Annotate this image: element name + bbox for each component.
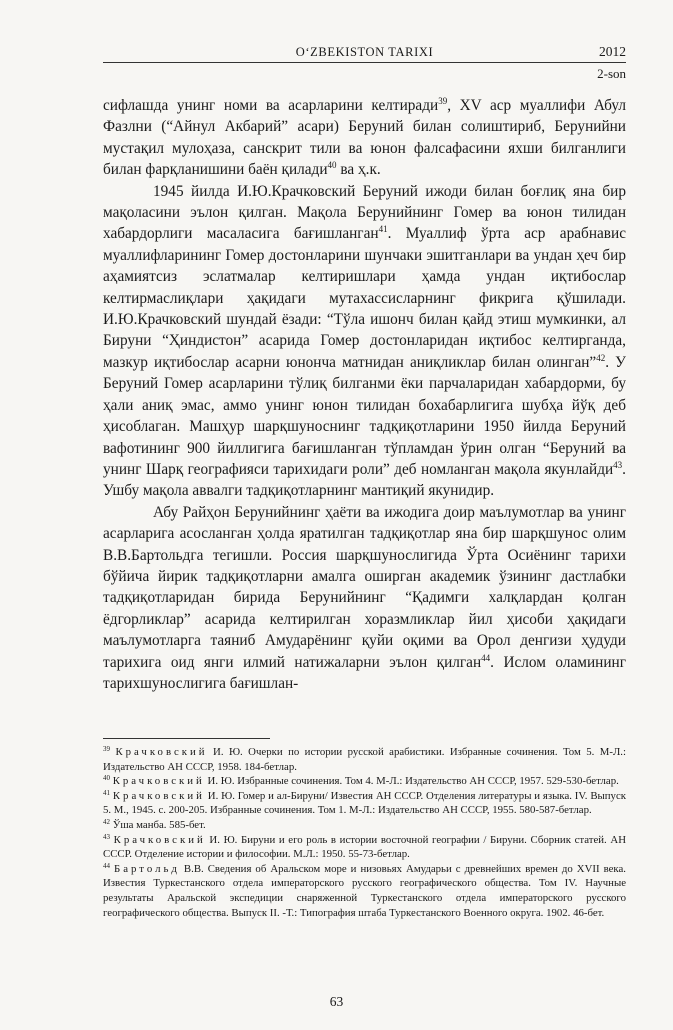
body-paragraph xyxy=(103,502,626,695)
paragraph-text: . У Беруний Гомер асарларини тўлиқ билганми ёки парчаларидан хабардорми, бу ҳали аниқ эмас, аммо унинг юнон тилидан бохабарлигига шубҳа йўқ деб ҳисоблаган. Машҳур шарқшуноснинг тадқиқотларини 1950 йилда Беруний вафотининг 900 йиллигига бағишланган тўпламдан ўрин олган “Беруний ва унинг Шарқ географияси тарихидаги роли” деб номланган мақола якунлайди xyxy=(103,353,626,478)
body-paragraph xyxy=(103,95,626,181)
footnote-author: Бартольд xyxy=(114,862,180,875)
footnote-number: 40 xyxy=(103,774,110,783)
paragraph-text: . Ислом оламининг тарихшунослигига бағишлан- xyxy=(103,653,626,692)
paragraph-text: , XV аср муаллифи Абул Фазлни (“Айнул Акбарий” асари) Беруний билан солиштириб, Берунийни мустақил мулоҳаза, санскрит тили ва юнон фалсафасини яхши билганлиги билан фарқланишини баён қилади xyxy=(103,97,626,179)
footnote-item xyxy=(103,745,626,774)
footnote-reference[interactable]: 41 xyxy=(378,224,388,235)
journal-title: O‘ZBEKISTON TARIXI xyxy=(295,45,434,59)
footnote-reference[interactable]: 40 xyxy=(327,160,337,171)
paragraph-text: ва ҳ.к. xyxy=(336,161,381,179)
footnote-item xyxy=(103,789,626,818)
paragraph-text: сифлашда унинг номи ва асарларини келтиради xyxy=(103,97,439,114)
footnote-reference[interactable]: 43 xyxy=(613,459,623,470)
footnote-text: В.В. Сведения об Аральском море и низовьях Амударьи с древнейших времен до XVII века. Известия Туркестанского отдела императорского русского географического общества. Том IV. Научные результаты Аральской экспедиции снаряженной Туркестанского отдела императорского русского географического общества. Выпуск II. -Т.: Типография штаба Туркестанского Военного округа. 1902. 46-бет. xyxy=(103,862,626,919)
footnote-item xyxy=(103,774,626,789)
footnote-author: Крачковский xyxy=(113,833,206,846)
footnote-text: И. Ю. Избранные сочинения. Том 4. М-Л.: Издательство АН СССР, 1957. 529-530-бетлар. xyxy=(204,775,619,788)
footnote-number: 42 xyxy=(103,817,110,826)
footnote-reference[interactable]: 39 xyxy=(438,96,448,106)
footnote-item xyxy=(103,833,626,862)
footnote-reference[interactable]: 42 xyxy=(596,352,606,363)
article-body xyxy=(103,95,626,694)
footnote-item xyxy=(103,818,626,833)
body-paragraph xyxy=(103,181,626,502)
page-number: 63 xyxy=(329,994,344,1009)
footnote-number: 39 xyxy=(103,745,110,753)
journal-issue: 2-son xyxy=(597,66,626,81)
paragraph-text: 1945 йилда И.Ю.Крачковский Беруний ижоди билан боғлиқ яна бир мақоласини эълон қилган. Мақола Берунийнинг Гомер ва юнон тилидан хабардорлиги масаласига бағишланган xyxy=(103,182,626,243)
footnote-divider xyxy=(103,738,270,739)
running-head xyxy=(103,44,626,63)
footnote-author: Крачковский xyxy=(112,775,205,788)
footnote-item xyxy=(103,862,626,920)
footnote-number: 44 xyxy=(103,861,110,870)
paragraph-text: . Муаллиф ўрта аср арабнавис муаллифларининг Гомер достонларини шунчаки эшитганлари ва ундан ҳеч бир аҳамиятсиз эслатмалар келтиришлари ҳамда ундан иқтибослар келтирмаслиқлари ҳақидаги мутахассисларнинг фикрига қўшилади. И.Ю.Крачковский шундай ёзади: “Тўла ишонч билан қайд этиш мумкинки, ал Бируни “Ҳиндистон” асарида Гомер достонларидан иқтибос келтирганда, мазкур иқтибослар асарни юнонча матнидан аниқликлар билан олинган” xyxy=(103,225,626,371)
footnote-text: Ўша манба. 585-бет. xyxy=(112,818,206,831)
footnote-number: 43 xyxy=(103,832,110,841)
footnote-text: И. Ю. Бируни и его роль в истории восточной географии / Бируни. Сборник статей. АН СССР. Отделение истории и философии. М.Л.: 1950. 55-73-бетлар. xyxy=(103,833,626,861)
footnote-reference[interactable]: 44 xyxy=(481,652,491,663)
journal-year: 2012 xyxy=(599,44,626,59)
footnotes xyxy=(103,745,626,920)
footnote-text: И. Ю. Очерки по истории русской арабистики. Избранные сочинения. Том 5. М-Л.: Издательство АН СССР, 1958. 184-бетлар. xyxy=(103,746,627,773)
footnote-author: Крачковский xyxy=(112,789,205,802)
footnote-text: И. Ю. Гомер и ал-Бируни/ Известия АН СССР. Отделения литературы и языка. IV. Выпуск 5. М., 1945. с. 200-205. Избранные сочинения. Том 1. М-Л.: Издательство АН СССР, 1955. 580-587-бетлар. xyxy=(103,789,626,817)
footnote-number: 41 xyxy=(103,788,110,797)
paragraph-text: . Ушбу мақола аввалги тадқиқотларнинг мантиқий якунидир. xyxy=(103,460,626,500)
paragraph-text: Абу Райҳон Берунийнинг ҳаёти ва ижодига доир маълумотлар ва унинг асарларига асосланган ҳолда яратилган тадқиқотлар яна бир шарқшунос олим В.В.Бартольдга тегишли. Россия шарқшунослигида Ўрта Осиёнинг тарихи бўйича йирик тадқиқотларни амалга оширган академик ўзининг дастлабки тадқиқотларидан бирида Берунийнинг “Қадимги халқлардан қолган ёдгорликлар” асарида келтирилган хоразмликлар йил ҳисоби ҳақидаги маълумотларга таяниб Амударёнинг қуйи оқими ва Орол денгизи ҳудуди тарихига оид янги илмий натижаларни эълон қилган xyxy=(103,503,626,671)
footnote-author: Крачковский xyxy=(115,746,208,758)
